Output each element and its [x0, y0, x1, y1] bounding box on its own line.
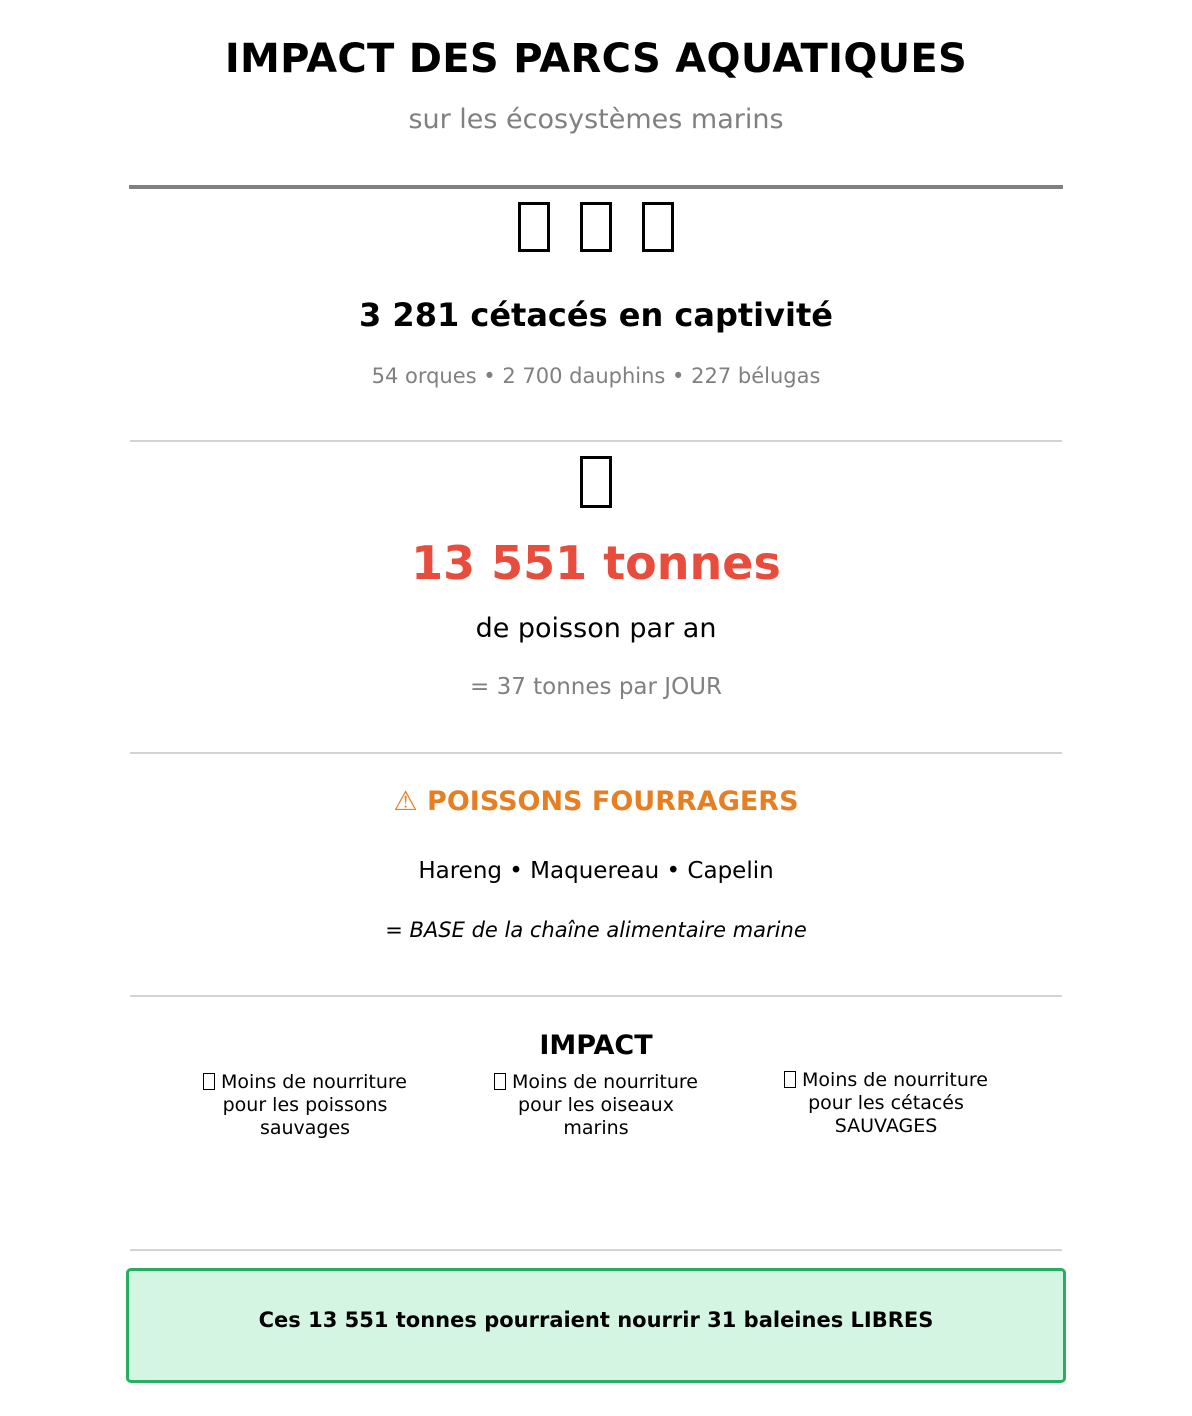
- fish-icon: [580, 456, 612, 508]
- impact-item-label: SAUVAGES: [834, 1115, 938, 1137]
- forage-fish-species: Hareng • Maquereau • Capelin: [418, 858, 774, 884]
- callout-box: [126, 1268, 1066, 1383]
- callout-text: Ces 13 551 tonnes pourraient nourrir 31 baleines LIBRES: [258, 1308, 934, 1332]
- section-divider: [130, 440, 1062, 442]
- page-title: IMPACT DES PARCS AQUATIQUES: [224, 36, 968, 82]
- impact-item-label: Moins de nourriture: [221, 1071, 407, 1093]
- impact-item-label: pour les cétacés: [808, 1092, 964, 1114]
- impact-item-label: Moins de nourriture: [802, 1069, 988, 1091]
- header-divider: [129, 185, 1063, 189]
- fish-icon: [642, 202, 674, 252]
- bird-icon: [494, 1073, 506, 1090]
- section-divider: [130, 995, 1062, 997]
- impact-item-label: Moins de nourriture: [512, 1071, 698, 1093]
- dolphin-icon: [580, 202, 612, 252]
- captivity-icons: [0, 192, 1192, 252]
- captivity-breakdown: 54 orques • 2 700 dauphins • 227 bélugas: [371, 364, 821, 388]
- impact-heading: IMPACT: [539, 1030, 653, 1061]
- section-divider: [130, 752, 1062, 754]
- fish-tonnage-value: 13 551 tonnes: [411, 536, 781, 590]
- fish-tonnage-daily: = 37 tonnes par JOUR: [469, 674, 722, 700]
- impact-item-seabirds: [466, 1071, 726, 1140]
- impact-item-label: sauvages: [259, 1117, 351, 1139]
- section-divider: [130, 1249, 1062, 1251]
- consumption-icon-wrap: [0, 448, 1192, 508]
- impact-item-wild-fish: [175, 1071, 435, 1140]
- impact-item-label: pour les oiseaux: [518, 1094, 674, 1116]
- page-subtitle: sur les écosystèmes marins: [408, 104, 784, 135]
- forage-fish-heading: ⚠ POISSONS FOURRAGERS: [393, 786, 799, 817]
- fish-icon: [203, 1073, 215, 1090]
- captivity-headline: 3 281 cétacés en captivité: [359, 296, 833, 334]
- fish-tonnage-caption: de poisson par an: [475, 613, 717, 644]
- impact-item-label: marins: [563, 1117, 629, 1139]
- forage-fish-note: = BASE de la chaîne alimentaire marine: [385, 918, 807, 942]
- impact-item-wild-cetaceans: [756, 1069, 1016, 1138]
- whale-icon: [784, 1071, 796, 1088]
- whale-icon: [518, 202, 550, 252]
- impact-item-label: pour les poissons: [222, 1094, 388, 1116]
